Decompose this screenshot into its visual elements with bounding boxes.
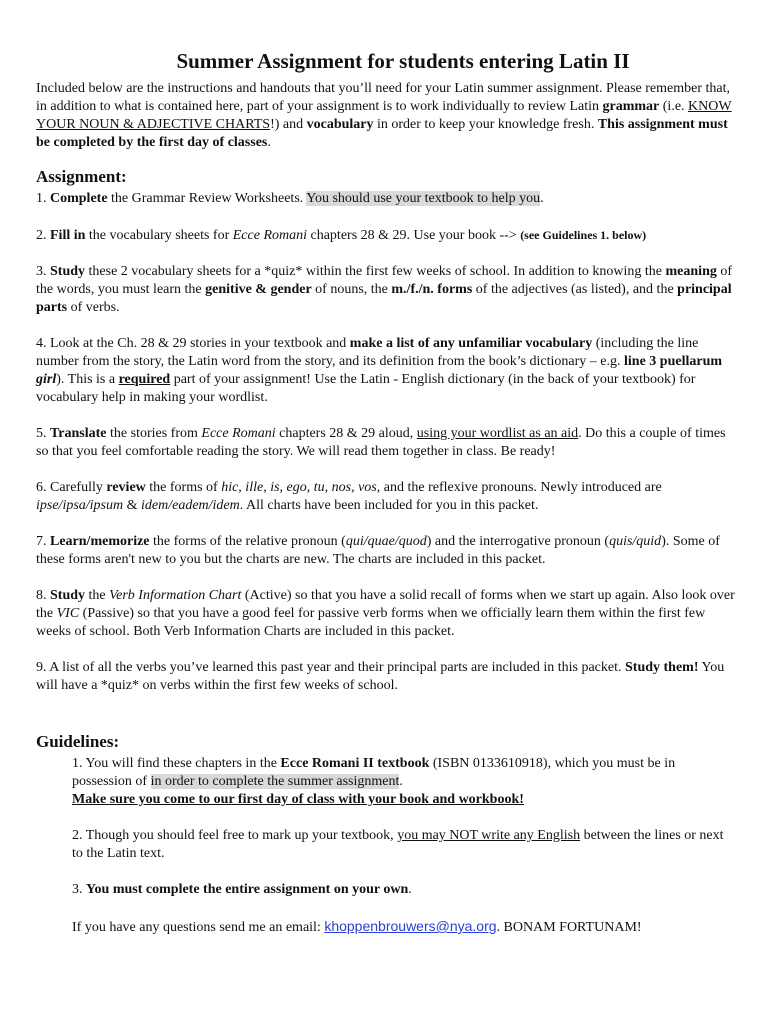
assignment-item-2: 2. Fill in the vocabulary sheets for Ecce Romani chapters 28 & 29. Use your book --> (see Guidelines 1. below) [36,228,647,243]
guidelines-heading: Guidelines: [36,732,120,751]
assignment-item-9: 9. A list of all the verbs you’ve learned this past year and their principal parts are included in this packet. Study them! You will have a *quiz* on verbs within the first few weeks of school. [36,660,725,693]
guideline-3: 3. You must complete the entire assignment on your own. [72,882,412,897]
guideline-1: 1. You will find these chapters in the Ecce Romani II textbook (ISBN 0133610918), which you must be in possession of in order to complete the summer assignment. Make sure you come to our first day of class with your book and workbook! [72,756,676,807]
assignment-item-6: 6. Carefully review the forms of hic, ille, is, ego, tu, nos, vos, and the reflexive pronouns. Newly introduced are ipse/ipsa/ipsum & idem/eadem/idem. All charts have been included for you in this packet. [36,480,662,513]
assignment-item-4: 4. Look at the Ch. 28 & 29 stories in your textbook and make a list of any unfamiliar vocabulary (including the line number from the story, the Latin word from the story, and its definition from the book’s dictionary – e.g. line 3 puellarum girl). This is a required part of your assignment! Use the Latin - English dictionary (in the back of your textbook) for vocabulary help in making your wordlist. [36,336,723,405]
assignment-item-7: 7. Learn/memorize the forms of the relative pronoun (qui/quae/quod) and the interrogative pronoun (quis/quid). Some of these forms aren't new to you but the charts are new. The charts are included in this packet. [36,534,720,567]
page-title: Summer Assignment for students entering Latin II [176,49,630,73]
assignment-item-1: 1. Complete the Grammar Review Worksheets. You should use your textbook to help you. [36,191,544,206]
intro-paragraph: Included below are the instructions and handouts that you’ll need for your Latin summer assignment. Please remember that, in addition to what is contained here, part of your assignment is to work individually to review Latin grammar (i.e. KNOW YOUR NOUN & ADJECTIVE CHARTS!) and vocabulary in order to keep your knowledge fresh. This assignment must be completed by the first day of classes. [36,81,732,150]
assignment-item-5: 5. Translate the stories from Ecce Romani chapters 28 & 29 aloud, using your wordlist as an aid. Do this a couple of times so that you feel comfortable reading the story. We will read them together in class. Be ready! [36,426,726,459]
email-link[interactable]: khoppenbrouwers@nya.org [324,918,497,934]
guidelines-list [36,755,736,937]
assignment-item-3: 3. Study these 2 vocabulary sheets for a *quiz* within the first few weeks of school. In addition to knowing the meaning of the words, you must learn the genitive & gender of nouns, the m./f./n. forms of the adjectives (as listed), and the principal parts of verbs. [36,264,733,315]
contact-line: If you have any questions send me an email: khoppenbrouwers@nya.org. BONAM FORTUNAM! [72,918,642,935]
guideline-2: 2. Though you should feel free to mark up your textbook, you may NOT write any English between the lines or next to the Latin text. [72,828,724,861]
document [36,48,736,937]
assignment-heading: Assignment: [36,167,127,186]
assignment-item-8: 8. Study the Verb Information Chart (Active) so that you have a solid recall of forms when we start up again. Also look over the VIC (Passive) so that you have a good feel for passive verb forms when we officially learn them within the first few weeks of school. Both Verb Information Charts are included in this packet. [36,588,735,639]
